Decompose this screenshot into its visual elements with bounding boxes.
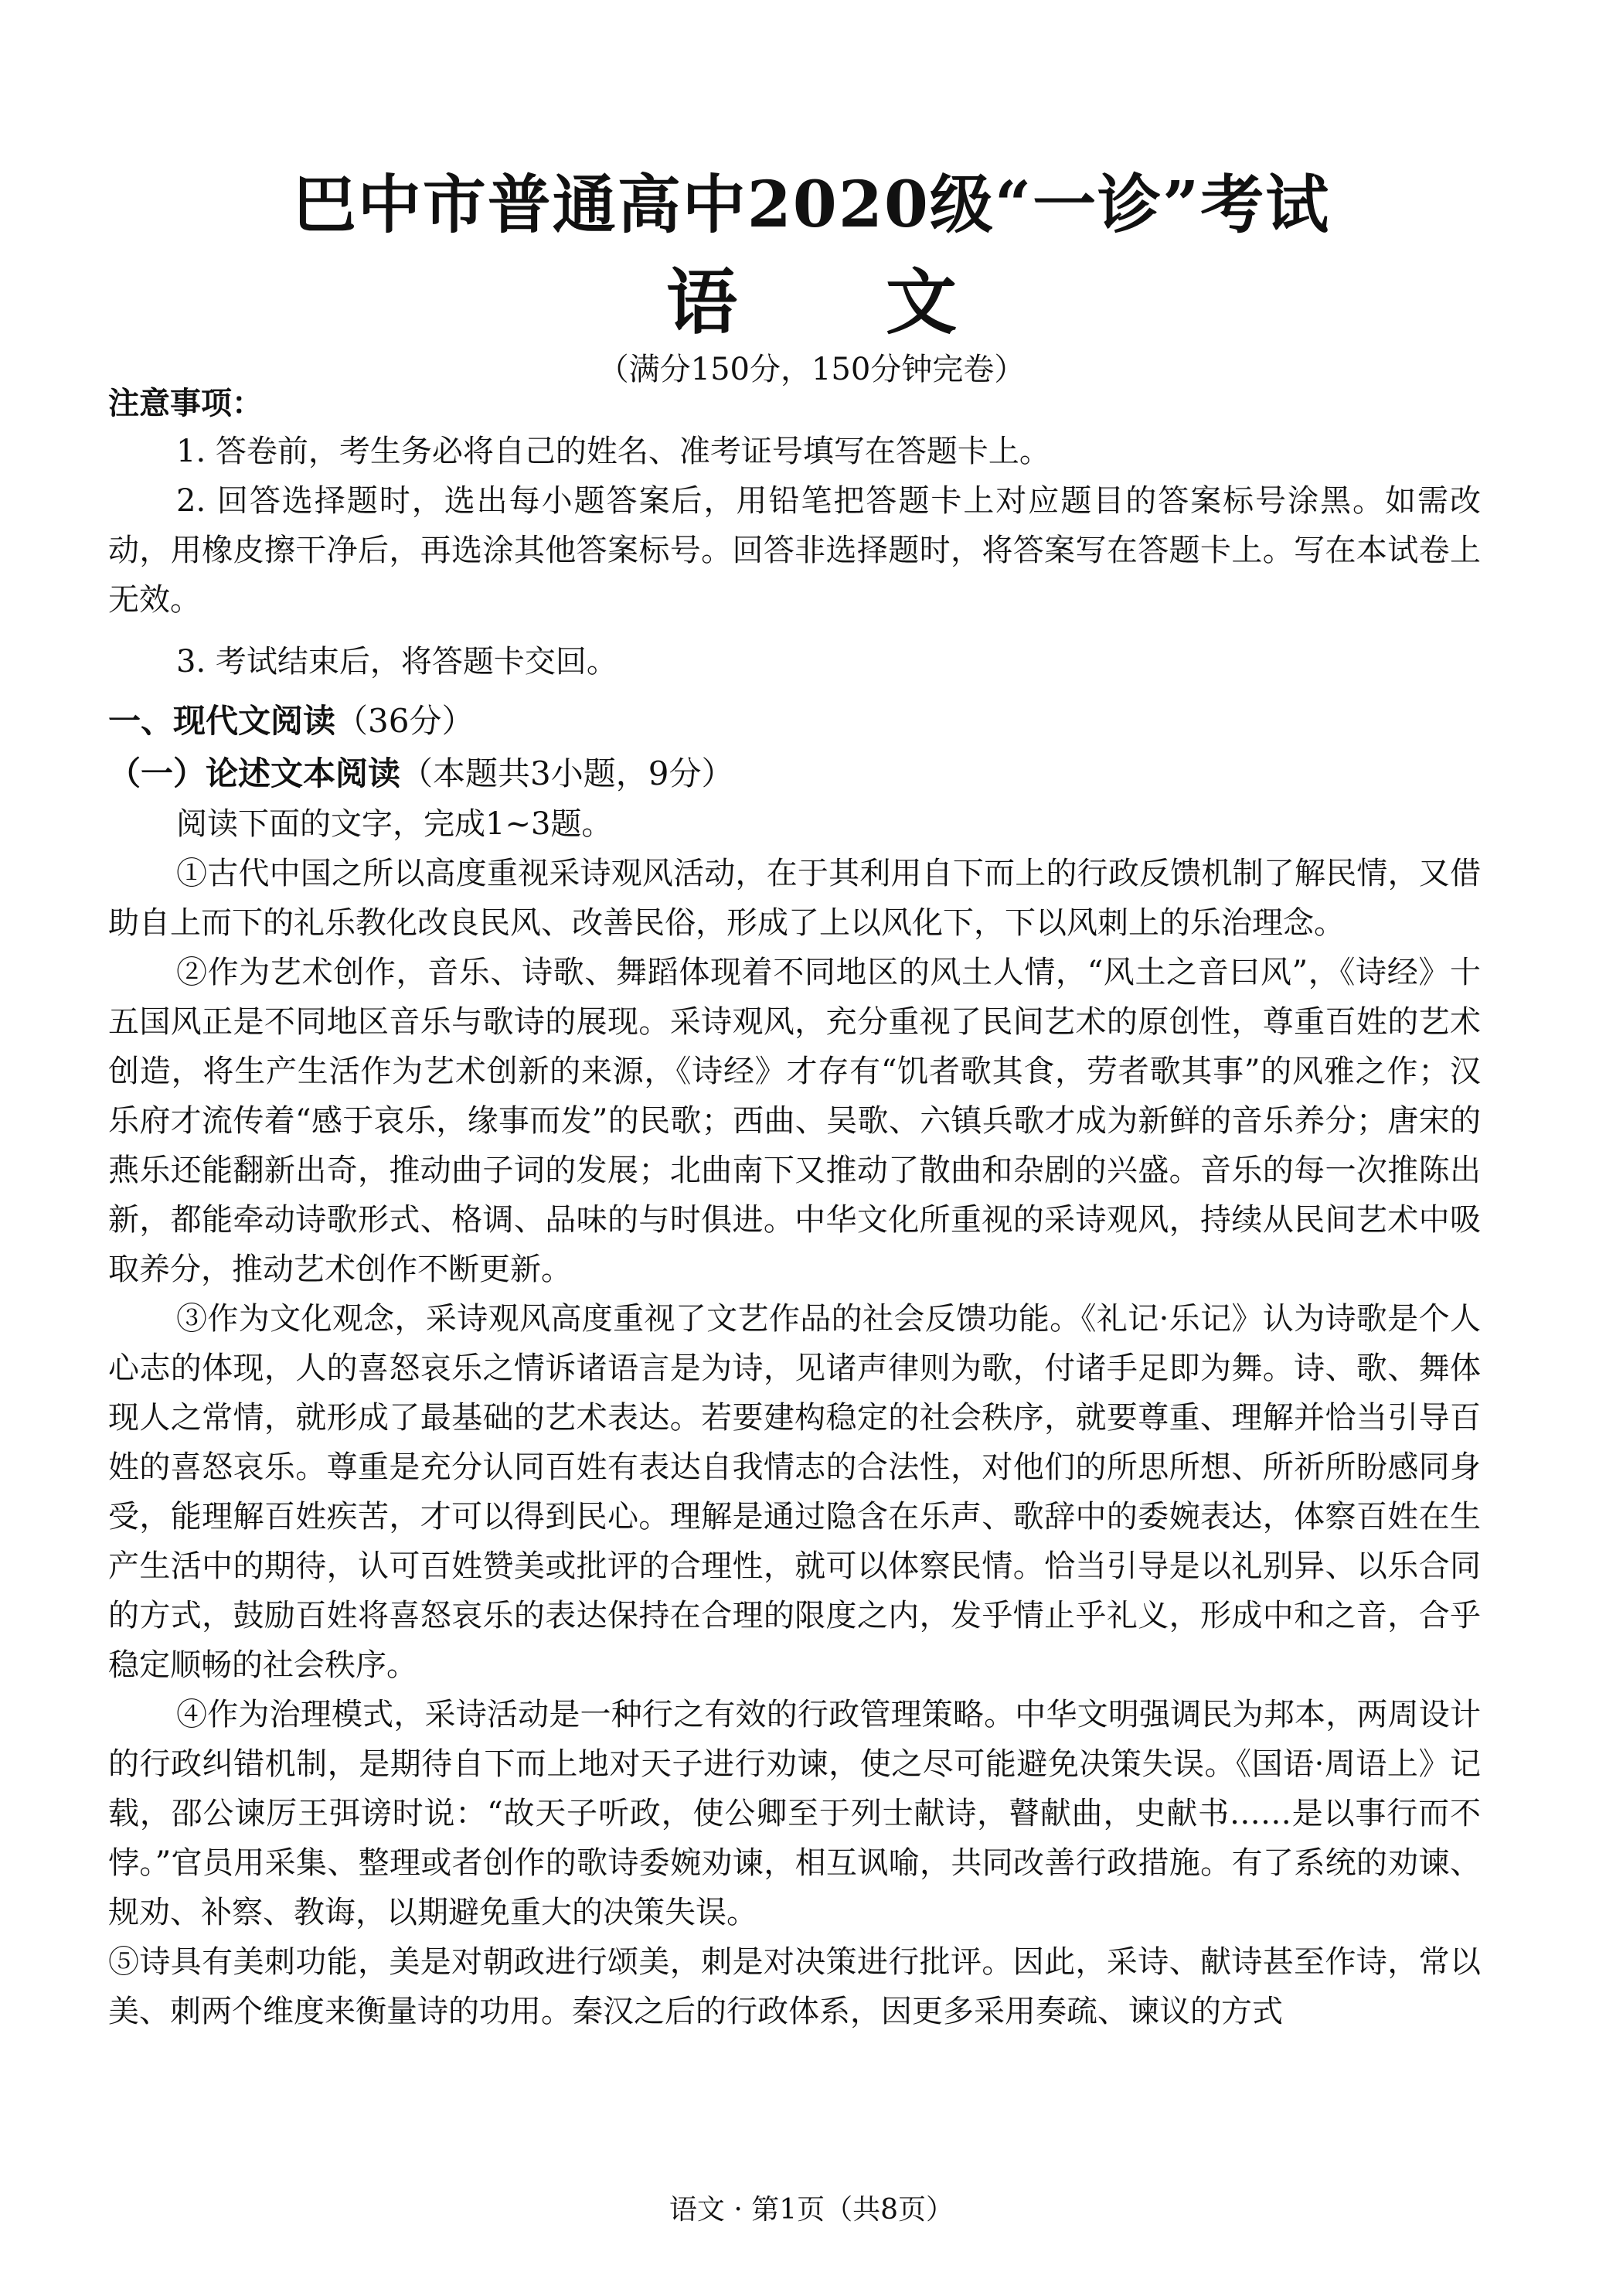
notice-item-1: 1. 答卷前，考生务必将自己的姓名、准考证号填写在答题卡上。: [176, 434, 1050, 469]
section-title: 一、现代文阅读: [108, 702, 336, 740]
notice-heading: 注意事项：: [108, 385, 263, 421]
notice-item-3: 3. 考试结束后，将答题卡交回。: [176, 644, 618, 680]
subsection-heading: [108, 748, 733, 795]
notice-list: [108, 427, 1481, 686]
subsection-title: （一）论述文本阅读: [108, 755, 401, 792]
page-footer: 语文 · 第1页（共8页）: [669, 2194, 954, 2226]
section-heading: [108, 696, 474, 742]
passage-paragraph-5: ⑤诗具有美刺功能，美是对朝政进行颂美，刺是对决策进行批评。因此，采诗、献诗甚至作诗，常以美、刺两个维度来衡量诗的功用。秦汉之后的行政体系，因更多采用奏疏、谏议的方式: [108, 1944, 1481, 2029]
section-score: （36分）: [335, 702, 475, 740]
passage-paragraph-1: ①古代中国之所以高度重视采诗观风活动，在于其利用自下而上的行政反馈机制了解民情，又借助自上而下的礼乐教化改良民风、改善民俗，形成了上以风化下，下以风刺上的乐治理念。: [108, 856, 1481, 941]
score-note: （满分150分，150分钟完卷）: [597, 352, 1026, 387]
passage-paragraph-4: ④作为治理模式，采诗活动是一种行之有效的行政管理策略。中华文明强调民为邦本，两周设计的行政纠错机制，是期待自下而上地对天子进行劝谏，使之尽可能避免决策失误。《国语·周语上》记载，邵公谏厉王弭谤时说：“故天子听政，使公卿至于列士献诗，瞽献曲，史献书……是以事行而不悖。”官员用采集、整理或者创作的歌诗委婉劝谏，相互讽喻，共同改善行政措施。有了系统的劝谏、规劝、补察、教诲，以期避免重大的决策失误。: [108, 1697, 1481, 1930]
subject-title: 语 文: [665, 261, 1019, 344]
instruction-text: 阅读下面的文字，完成1~3题。: [176, 806, 613, 842]
passage-paragraph-2: ②作为艺术创作，音乐、诗歌、舞蹈体现着不同地区的风土人情，“风土之音曰风”，《诗经》十五国风正是不同地区音乐与歌诗的展现。采诗观风，充分重视了民间艺术的原创性，尊重百姓的艺术创造，将生产生活作为艺术创新的来源，《诗经》才存有“饥者歌其食，劳者歌其事”的风雅之作；汉乐府才流传着“感于哀乐，缘事而发”的民歌；西曲、吴歌、六镇兵歌才成为新鲜的音乐养分；唐宋的燕乐还能翻新出奇，推动曲子词的发展；北曲南下又推动了散曲和杂剧的兴盛。音乐的每一次推陈出新，都能牵动诗歌形式、格调、品味的与时俱进。中华文化所重视的采诗观风，持续从民间艺术中吸取养分，推动艺术创作不断更新。: [108, 955, 1481, 1287]
subsection-score: （本题共3小题，9分）: [400, 755, 734, 792]
passage-paragraph-3: ③作为文化观念，采诗观风高度重视了文艺作品的社会反馈功能。《礼记·乐记》认为诗歌是个人心志的体现，人的喜怒哀乐之情诉诸语言是为诗，见诸声律则为歌，付诸手足即为舞。诗、歌、舞体现人之常情，就形成了最基础的艺术表达。若要建构稳定的社会秩序，就要尊重、理解并恰当引导百姓的喜怒哀乐。尊重是充分认同百姓有表达自我情志的合法性，对他们的所思所想、所祈所盼感同身受，能理解百姓疾苦，才可以得到民心。理解是通过隐含在乐声、歌辞中的委婉表达，体察百姓在生产生活中的期待，认可百姓赞美或批评的合理性，就可以体察民情。恰当引导是以礼别异、以乐合同的方式，鼓励百姓将喜怒哀乐的表达保持在合理的限度之内，发乎情止乎礼义，形成中和之音，合乎稳定顺畅的社会秩序。: [108, 1301, 1481, 1683]
notice-item-2: 2. 回答选择题时，选出每小题答案后，用铅笔把答题卡上对应题目的答案标号涂黑。如需改动，用橡皮擦干净后，再选涂其他答案标号。回答非选择题时，将答案写在答题卡上。写在本试卷上无效。: [108, 483, 1481, 618]
reading-passage: [108, 799, 1481, 2036]
exam-title: 巴中市普通高中2020级“一诊”考试: [292, 168, 1331, 242]
